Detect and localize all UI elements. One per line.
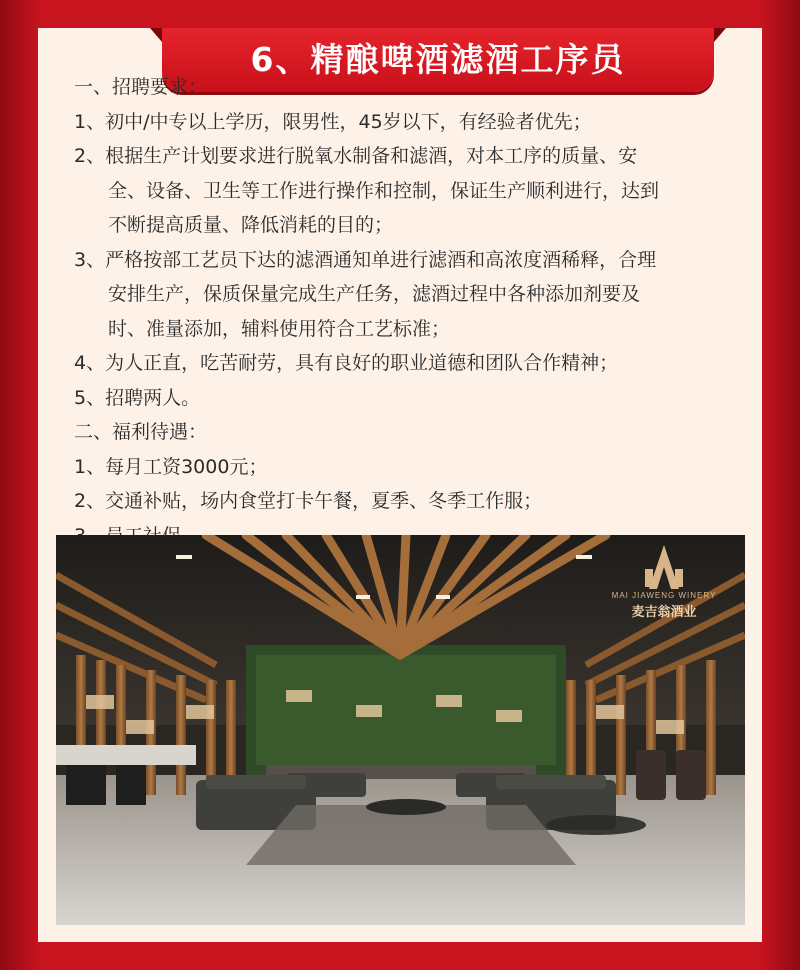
requirement-item-continued: 安排生产，保质保量完成生产任务，滤酒过程中各种添加剂要及 [108,283,641,305]
requirement-item: 2、根据生产计划要求进行脱氧水制备和滤酒，对本工序的质量、安 [74,145,638,167]
requirement-item: 1、初中/中专以上学历，限男性，45岁以下，有经验者优先； [74,110,592,133]
page-title: 6、精酿啤酒滤酒工序员 [250,40,626,79]
requirement-item-continued: 全、设备、卫生等工作进行操作和控制，保证生产顺利进行，达到 [108,179,660,202]
benefit-item: 1、每月工资3000元； [74,455,268,478]
benefit-item: 2、交通补贴，场内食堂打卡午餐，夏季、冬季工作服； [74,490,543,512]
job-description [74,70,764,553]
winery-logo-icon [589,541,739,591]
logo-chinese-name: 麦吉翁酒业 [631,605,697,620]
lounge-photo [56,535,745,925]
requirement-item: 4、为人正直，吃苦耐劳，具有良好的职业道德和团队合作精神； [74,352,619,374]
logo-english-name: MAI JIAWENG WINERY [611,591,717,600]
requirement-item: 3、严格按部工艺员下达的滤酒通知单进行滤酒和高浓度酒稀释，合理 [74,248,657,271]
section-heading-requirements: 一、招聘要求： [74,76,208,98]
winery-logo [589,541,739,623]
requirement-item: 5、招聘两人。 [74,386,201,409]
section-heading-benefits: 二、福利待遇： [74,421,208,443]
requirement-item-continued: 时、准量添加，辅料使用符合工艺标准； [108,317,451,340]
requirement-item-continued: 不断提高质量、降低消耗的目的； [108,214,394,236]
